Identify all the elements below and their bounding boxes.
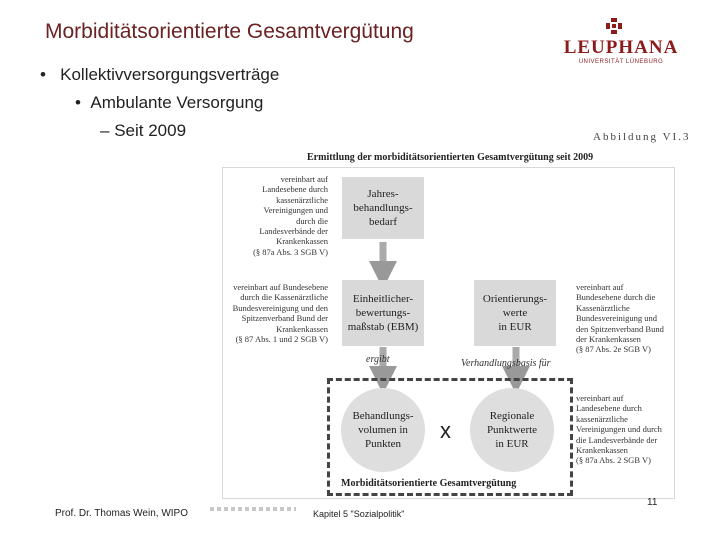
label-gesamtverguetung: Morbiditätsorientierte Gesamtvergütung [341, 478, 517, 489]
box-ebm: Einheitlicher- bewertungs- maßstab (EBM) [342, 280, 424, 346]
logo-wordmark: LEUPHANA [563, 37, 679, 58]
label-verhandlungsbasis: Verhandlungsbasis für [461, 358, 551, 369]
bullet-level-3 [100, 121, 186, 141]
footer-faint-text [210, 507, 296, 511]
circle-regionale-punktwerte: Regionale Punktwerte in EUR [470, 388, 554, 472]
logo-subtitle: UNIVERSITÄT LÜNEBURG [578, 59, 664, 65]
note-left-top: vereinbart auf Landesebene durch kassenärztliche Vereinigungen und durch die Landesverbände der Krankenkassen (§ 87a Abs. 3 SGB V) [253, 174, 328, 257]
multiplication-sign: x [440, 418, 451, 443]
box-jahresbehandlungsbedarf: Jahres- behandlungs- bedarf [342, 177, 424, 239]
slide-title: Morbiditätsorientierte Gesamtvergütung [45, 20, 414, 43]
footer-chapter: Kapitel 5 "Sozialpolitik" [313, 509, 405, 519]
bullet-level-1 [40, 65, 279, 85]
bullet-text: Ambulante Versorgung [90, 93, 264, 112]
note-right-middle: vereinbart auf Bundesebene durch die Kassenärztliche Bundesvereinigung und den Spitzenverband Bund der Krankenkassen (§ 87 Abs. 2e SGB V) [576, 282, 664, 355]
bullet-marker: – [100, 121, 110, 140]
page-number: 11 [647, 497, 658, 508]
logo-mark-icon [606, 18, 622, 34]
footer-author: Prof. Dr. Thomas Wein, WIPO [55, 508, 188, 519]
bullet-text: Seit 2009 [114, 121, 187, 140]
figure-title: Ermittlung der morbiditätsorientierten Gesamtvergütung seit 2009 [307, 152, 594, 163]
box-orientierungswerte: Orientierungs- werte in EUR [474, 280, 556, 346]
circle-behandlungsvolumen: Behandlungs- volumen in Punkten [341, 388, 425, 472]
bullet-marker: • [40, 65, 46, 84]
bullet-marker: • [75, 93, 81, 112]
figure-caption: Abbildung VI.3 [593, 131, 691, 143]
note-right-bottom: vereinbart auf Landesebene durch kassenärztliche Vereinigungen und durch die Landesverbände der Krankenkassen (§ 87a Abs. 2 SGB V) [576, 393, 662, 466]
bullet-text: Kollektivversorgungsverträge [60, 65, 280, 84]
bullet-level-2 [75, 93, 263, 113]
leuphana-logo [548, 18, 694, 68]
label-ergibt: ergibt [366, 354, 390, 365]
note-left-middle: vereinbart auf Bundesebene durch die Kassenärztliche Bundesvereinigung und den Spitzenverband Bund der Krankenkassen (§ 87 Abs. 1 und 2 SGB V) [232, 282, 328, 345]
